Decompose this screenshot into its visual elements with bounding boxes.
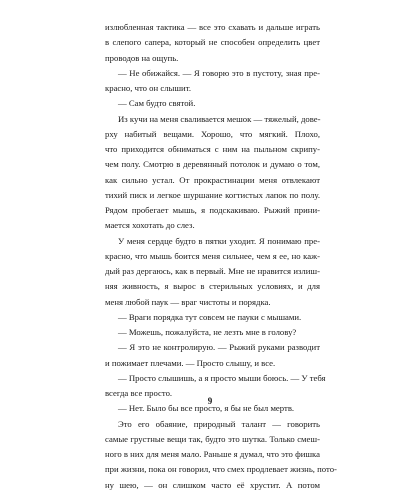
text-line: как сильно устал. От прокрастинации меня отвлекают [105, 174, 320, 185]
text-line: мается хохотать до слез. [105, 220, 195, 231]
text-line: при жизни, пока он говорил, что смех продлевает жизнь, пото- [105, 464, 337, 475]
text-line: Это его обаяние, природный талант — говорить [118, 418, 320, 429]
text-line: — Не обижайся. — Я говорю это в пустоту, зная пре- [118, 67, 320, 78]
text-line: ну шею, — он слишком часто её хрустит. А потом [105, 479, 320, 490]
text-line: самые грустные вещи так, будто это шутка. Только смеш- [105, 433, 320, 444]
text-line: Рядом пробегает мышь, я подскакиваю. Рыжий прини- [105, 205, 320, 215]
text-line: рху набитый вещами. Хорошо, что мягкий. Плохо, [105, 128, 320, 139]
text-line: и пожимает плечами. — Просто слышу, и все. [105, 357, 276, 368]
body-text [105, 20, 337, 493]
text-line: няя живность, я вырос в стерильных условиях, и для [105, 281, 320, 292]
text-line: красно, что он слышит. [105, 83, 192, 93]
text-line: что приходится обниматься с ним на пыльном скрипу- [105, 144, 320, 154]
text-line: всегда все просто. [105, 388, 173, 398]
text-line: — Я это не контролирую. — Рыжий руками разводит [118, 342, 320, 353]
text-line: в слепого сапера, который не способен определить цвет [105, 37, 320, 48]
text-line: меня любой паук — враг чистоты и порядка. [105, 296, 271, 307]
text-line: — Враги порядка тут совсем не пауки с мышами. [118, 311, 302, 322]
text-line: У меня сердце будто в пятки уходит. Я понимаю пре- [118, 235, 320, 246]
text-line: — Можешь, пожалуйста, не лезть мне в голову? [118, 327, 297, 337]
text-line: тихий писк и легкое шуршание когтистых лапок по полу. [105, 189, 320, 200]
text-line: излюбленная тактика — все это схавать и дальше играть [105, 22, 320, 32]
text-line: ного в них для меня мало. Раньше я думал, что это фишка [105, 449, 320, 459]
text-line: красно, что мышь боится меня сильнее, чем я ее, но каж- [105, 250, 320, 261]
page-number: 9 [207, 396, 213, 406]
text-line: Из кучи на меня сваливается мешок — тяжелый, дове- [118, 113, 321, 124]
text-line: — Нет. Было бы все просто, я бы не был мертв. [118, 403, 295, 414]
text-line: — Просто слышишь, а я просто мыши боюсь. — У тебя [118, 372, 326, 383]
text-line: проводов на ощупь. [105, 52, 179, 63]
text-line: дый раз дергаюсь, как в первый. Мне не нравится излиш- [105, 266, 320, 276]
text-line: — Сам будто святой. [118, 98, 196, 109]
text-line: чем полу. Смотрю в деревянный потолок и думаю о том, [105, 159, 320, 170]
